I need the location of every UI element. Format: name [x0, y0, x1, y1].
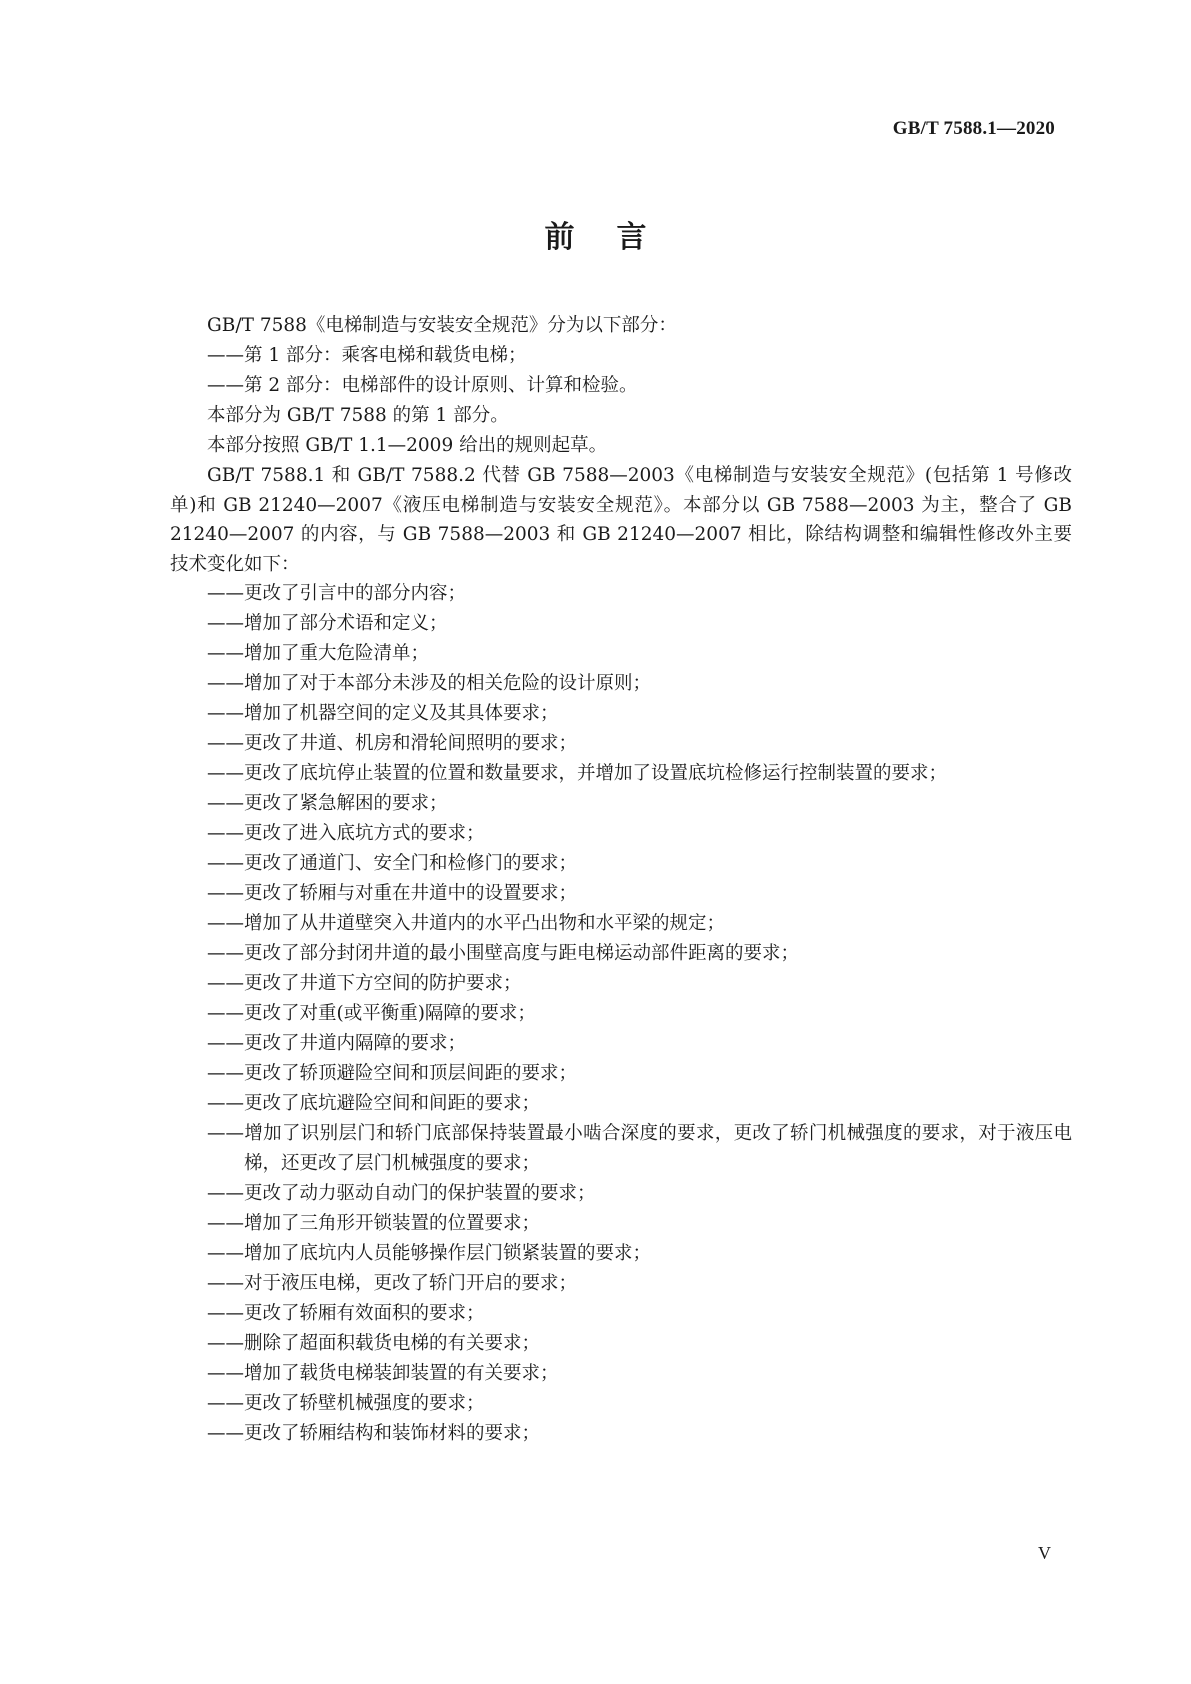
dash-marker: ——: [207, 973, 244, 994]
change-text: 更改了部分封闭井道的最小围壁高度与距电梯运动部件距离的要求；: [244, 943, 800, 964]
change-text: 更改了进入底坑方式的要求；: [244, 823, 485, 844]
dash-marker: ——: [207, 1243, 244, 1264]
change-text: 增加了三角形开锁装置的位置要求；: [244, 1213, 541, 1234]
change-list-item: [170, 1299, 1072, 1329]
dash-marker: ——: [207, 853, 244, 874]
dash-marker: ——: [207, 375, 244, 396]
dash-marker: ——: [207, 1063, 244, 1084]
change-list-item: [170, 639, 1072, 669]
dash-marker: ——: [207, 703, 244, 724]
change-text: 更改了轿厢有效面积的要求；: [244, 1303, 485, 1324]
page-number: V: [1038, 1543, 1051, 1563]
dash-marker: ——: [207, 643, 244, 664]
dash-marker: ——: [207, 1003, 244, 1024]
part-text: 第 1 部分：乘客电梯和载货电梯；: [244, 345, 527, 366]
intro-paragraph: GB/T 7588《电梯制造与安装安全规范》分为以下部分：: [207, 315, 677, 336]
part-list-item: [170, 371, 1072, 401]
change-text: 更改了井道内隔障的要求；: [244, 1033, 467, 1054]
change-list-item: [170, 729, 1072, 759]
change-list-item: [170, 1269, 1072, 1299]
change-list-item: [170, 969, 1072, 999]
page-title: 前言: [544, 220, 689, 255]
change-text: 增加了对于本部分未涉及的相关危险的设计原则；: [244, 673, 652, 694]
change-list-item: [170, 939, 1072, 969]
document-code: GB/T 7588.1—2020: [892, 118, 1055, 139]
dash-marker: ——: [207, 1273, 244, 1294]
change-list-item: [170, 699, 1072, 729]
change-list-item: [170, 819, 1072, 849]
change-list-item: [170, 1359, 1072, 1389]
change-list-item: [170, 759, 1072, 789]
dash-marker: ——: [207, 913, 244, 934]
change-text: 更改了轿顶避险空间和顶层间距的要求；: [244, 1063, 578, 1084]
part-text: 第 2 部分：电梯部件的设计原则、计算和检验。: [244, 375, 638, 396]
change-list-item: [170, 1419, 1072, 1449]
change-text: 更改了井道、机房和滑轮间照明的要求；: [244, 733, 578, 754]
change-text: 增加了重大危险清单；: [244, 643, 430, 664]
change-text: 删除了超面积载货电梯的有关要求；: [244, 1333, 541, 1354]
change-list-item: [170, 1179, 1072, 1209]
change-list-item: [170, 1089, 1072, 1119]
dash-marker: ——: [207, 1363, 244, 1384]
change-list-item: [170, 1239, 1072, 1269]
change-list-item: [170, 999, 1072, 1029]
dash-marker: ——: [207, 583, 244, 604]
change-text: 更改了底坑停止装置的位置和数量要求，并增加了设置底坑检修运行控制装置的要求；: [244, 763, 948, 784]
dash-marker: ——: [207, 1033, 244, 1054]
dash-marker: ——: [207, 673, 244, 694]
change-list-item: [170, 909, 1072, 939]
change-list-item: [170, 1389, 1072, 1419]
changes-list: [170, 579, 1072, 1449]
change-list-item: [170, 1059, 1072, 1089]
part-list-item: [170, 341, 1072, 371]
dash-marker: ——: [207, 345, 244, 366]
drafting-paragraph: 本部分按照 GB/T 1.1—2009 给出的规则起草。: [207, 435, 608, 456]
dash-marker: ——: [207, 613, 244, 634]
change-list-item: [170, 1029, 1072, 1059]
dash-marker: ——: [207, 1393, 244, 1414]
dash-marker: ——: [207, 1213, 244, 1234]
change-text: 增加了识别层门和轿门底部保持装置最小啮合深度的要求，更改了轿门机械强度的要求，对于液压电梯，还更改了层门机械强度的要求；: [244, 1123, 1072, 1174]
change-list-item: [170, 579, 1072, 609]
dash-marker: ——: [207, 1303, 244, 1324]
dash-marker: ——: [207, 763, 244, 784]
change-text: 更改了井道下方空间的防护要求；: [244, 973, 522, 994]
change-list-item: [170, 1329, 1072, 1359]
change-text: 更改了轿厢与对重在井道中的设置要求；: [244, 883, 578, 904]
dash-marker: ——: [207, 883, 244, 904]
change-text: 增加了载货电梯装卸装置的有关要求；: [244, 1363, 559, 1384]
dash-marker: ——: [207, 1183, 244, 1204]
scope-paragraph: 本部分为 GB/T 7588 的第 1 部分。: [207, 405, 509, 426]
dash-marker: ——: [207, 733, 244, 754]
change-list-item: [170, 879, 1072, 909]
change-list-item: [170, 669, 1072, 699]
change-text: 更改了动力驱动自动门的保护装置的要求；: [244, 1183, 596, 1204]
change-list-item: [170, 1119, 1072, 1179]
change-text: 更改了通道门、安全门和检修门的要求；: [244, 853, 578, 874]
change-list-item: [170, 1209, 1072, 1239]
change-text: 更改了轿壁机械强度的要求；: [244, 1393, 485, 1414]
dash-marker: ——: [207, 823, 244, 844]
change-text: 增加了底坑内人员能够操作层门锁紧装置的要求；: [244, 1243, 652, 1264]
change-text: 更改了引言中的部分内容；: [244, 583, 467, 604]
dash-marker: ——: [207, 1123, 244, 1144]
change-list-item: [170, 609, 1072, 639]
change-text: 更改了底坑避险空间和间距的要求；: [244, 1093, 541, 1114]
change-list-item: [170, 789, 1072, 819]
document-body: [170, 311, 1072, 1449]
change-text: 更改了紧急解困的要求；: [244, 793, 448, 814]
dash-marker: ——: [207, 793, 244, 814]
dash-marker: ——: [207, 1093, 244, 1114]
change-text: 对于液压电梯，更改了轿门开启的要求；: [244, 1273, 578, 1294]
change-text: 增加了部分术语和定义；: [244, 613, 448, 634]
dash-marker: ——: [207, 1333, 244, 1354]
change-text: 更改了轿厢结构和装饰材料的要求；: [244, 1423, 541, 1444]
replacement-paragraph: GB/T 7588.1 和 GB/T 7588.2 代替 GB 7588—2003《电梯制造与安装安全规范》(包括第 1 号修改单)和 GB 21240—2007《液压电梯制造与安装安全规范》。本部分以 GB 7588—2003 为主，整合了 GB 21240—2007 的内容，与 GB 7588—2003 和 GB 21240—2007 相比，除结构调整和编辑性修改外主要技术变化如下：: [170, 465, 1072, 575]
change-list-item: [170, 849, 1072, 879]
change-text: 增加了机器空间的定义及其具体要求；: [244, 703, 559, 724]
dash-marker: ——: [207, 1423, 244, 1444]
change-text: 更改了对重(或平衡重)隔障的要求；: [244, 1003, 536, 1024]
change-text: 增加了从井道壁突入井道内的水平凸出物和水平梁的规定；: [244, 913, 726, 934]
dash-marker: ——: [207, 943, 244, 964]
